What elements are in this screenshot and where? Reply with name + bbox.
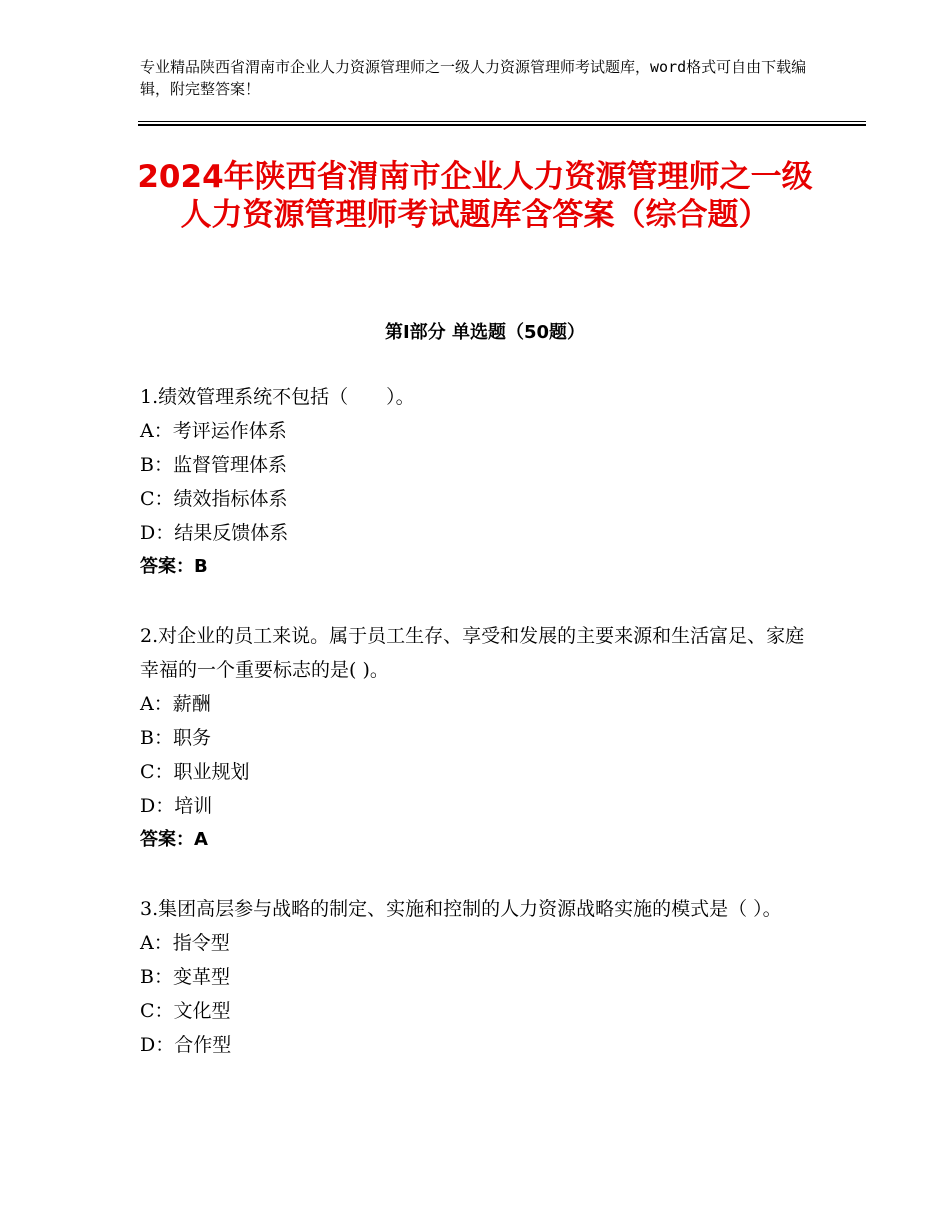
option-c: C：绩效指标体系 bbox=[140, 488, 288, 510]
option-d: D：培训 bbox=[140, 795, 213, 817]
option-a: A：薪酬 bbox=[140, 693, 211, 715]
option-c: C：职业规划 bbox=[140, 761, 250, 783]
option-d: D：结果反馈体系 bbox=[140, 522, 289, 544]
document-title: 2024年陕西省渭南市企业人力资源管理师之一级人力资源管理师考试题库含答案（综合题） bbox=[137, 159, 813, 233]
option-d: D：合作型 bbox=[140, 1034, 232, 1056]
question-2 bbox=[140, 619, 820, 857]
option-b: B：监督管理体系 bbox=[140, 454, 287, 476]
section-heading: 第Ⅰ部分 单选题（50题） bbox=[384, 322, 585, 343]
option-b: B：职务 bbox=[140, 727, 211, 749]
header-divider-thin bbox=[138, 121, 866, 122]
option-b: B：变革型 bbox=[140, 966, 230, 988]
question-stem: 1.绩效管理系统不包括（ ）。 bbox=[140, 386, 415, 408]
question-stem: 2.对企业的员工来说。属于员工生存、享受和发展的主要来源和生活富足、家庭幸福的一个重要标志的是( )。 bbox=[140, 625, 805, 681]
answer: 答案：A bbox=[140, 829, 208, 850]
option-a: A：指令型 bbox=[140, 932, 230, 954]
answer: 答案：B bbox=[140, 556, 208, 577]
header-note: 专业精品陕西省渭南市企业人力资源管理师之一级人力资源管理师考试题库，word格式可自由下载编辑，附完整答案！ bbox=[140, 58, 807, 98]
header-divider-thick bbox=[138, 124, 866, 126]
question-3 bbox=[140, 892, 820, 1062]
question-stem: 3.集团高层参与战略的制定、实施和控制的人力资源战略实施的模式是（ ）。 bbox=[140, 898, 782, 920]
option-c: C：文化型 bbox=[140, 1000, 231, 1022]
option-a: A：考评运作体系 bbox=[140, 420, 287, 442]
question-1 bbox=[140, 380, 820, 584]
